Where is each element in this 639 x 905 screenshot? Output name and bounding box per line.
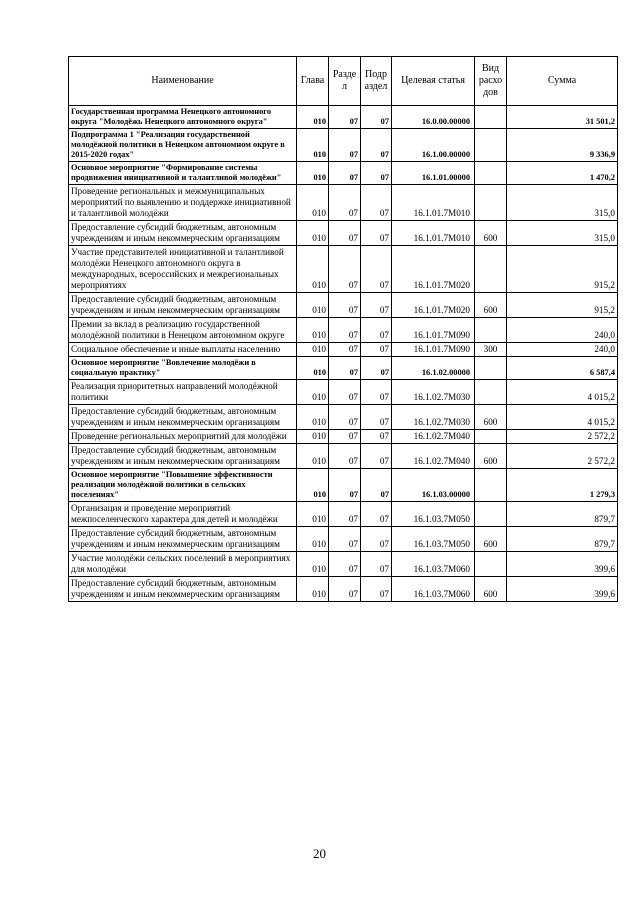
cell-section: 07	[329, 162, 361, 185]
cell-section: 07	[329, 577, 361, 602]
table-row	[69, 343, 618, 357]
table-row	[69, 129, 618, 162]
cell-sum: 4 015,2	[507, 405, 618, 430]
header-subsection: Подр аздел	[361, 57, 392, 106]
cell-subsection: 07	[361, 380, 392, 405]
cell-exptype: 600	[475, 405, 507, 430]
cell-subsection: 07	[361, 430, 392, 444]
cell-sum: 1 470,2	[507, 162, 618, 185]
cell-subsection: 07	[361, 246, 392, 293]
cell-section: 07	[329, 502, 361, 527]
cell-name: Основное мероприятие "Формирование системы продвижения инициативной и талантливой молодёжи"	[69, 162, 297, 185]
cell-target: 16.1.02.00000	[392, 357, 475, 380]
cell-target: 16.0.00.00000	[392, 106, 475, 129]
cell-chapter: 010	[297, 357, 329, 380]
cell-target: 16.1.02.7М040	[392, 430, 475, 444]
table-header-row	[69, 57, 618, 106]
cell-subsection: 07	[361, 444, 392, 469]
cell-target: 16.1.01.7М010	[392, 185, 475, 221]
cell-section: 07	[329, 106, 361, 129]
cell-chapter: 010	[297, 430, 329, 444]
cell-name: Реализация приоритетных направлений молодёжной политики	[69, 380, 297, 405]
table-row	[69, 380, 618, 405]
cell-exptype	[475, 129, 507, 162]
cell-name: Подпрограмма 1 "Реализация государственной молодёжной политики в Ненецком автономном округе в 2015-2020 годах"	[69, 129, 297, 162]
cell-subsection: 07	[361, 129, 392, 162]
cell-exptype	[475, 246, 507, 293]
cell-chapter: 010	[297, 343, 329, 357]
cell-section: 07	[329, 357, 361, 380]
cell-target: 16.1.01.7М020	[392, 293, 475, 318]
cell-name: Участие представителей инициативной и талантливой молодёжи Ненецкого автономного округа в международных, всероссийских и межрегиональных мероприятиях	[69, 246, 297, 293]
cell-chapter: 010	[297, 469, 329, 502]
cell-exptype	[475, 106, 507, 129]
table-row	[69, 502, 618, 527]
cell-exptype	[475, 357, 507, 380]
cell-chapter: 010	[297, 106, 329, 129]
cell-chapter: 010	[297, 502, 329, 527]
cell-subsection: 07	[361, 405, 392, 430]
cell-section: 07	[329, 469, 361, 502]
cell-exptype	[475, 380, 507, 405]
cell-section: 07	[329, 405, 361, 430]
table-row	[69, 106, 618, 129]
cell-sum: 1 279,3	[507, 469, 618, 502]
cell-name: Социальное обеспечение и иные выплаты населению	[69, 343, 297, 357]
cell-subsection: 07	[361, 469, 392, 502]
cell-exptype	[475, 469, 507, 502]
cell-target: 16.1.01.7М010	[392, 221, 475, 246]
header-chapter: Глава	[297, 57, 329, 106]
cell-sum: 399,6	[507, 577, 618, 602]
cell-sum: 4 015,2	[507, 380, 618, 405]
table-row	[69, 318, 618, 343]
cell-sum: 315,0	[507, 185, 618, 221]
cell-subsection: 07	[361, 577, 392, 602]
table-row	[69, 430, 618, 444]
cell-target: 16.1.03.7М060	[392, 577, 475, 602]
cell-subsection: 07	[361, 527, 392, 552]
cell-sum: 240,0	[507, 318, 618, 343]
cell-name: Предоставление субсидий бюджетным, автономным учреждениям и иным некоммерческим организациям	[69, 405, 297, 430]
header-section: Разде л	[329, 57, 361, 106]
cell-sum: 399,6	[507, 552, 618, 577]
header-name: Наименование	[69, 57, 297, 106]
cell-chapter: 010	[297, 527, 329, 552]
header-target: Целевая статья	[392, 57, 475, 106]
cell-sum: 879,7	[507, 527, 618, 552]
cell-section: 07	[329, 129, 361, 162]
table-row	[69, 246, 618, 293]
cell-sum: 6 587,4	[507, 357, 618, 380]
table-row	[69, 552, 618, 577]
cell-name: Предоставление субсидий бюджетным, автономным учреждениям и иным некоммерческим организациям	[69, 444, 297, 469]
cell-name: Предоставление субсидий бюджетным, автономным учреждениям и иным некоммерческим организациям	[69, 293, 297, 318]
cell-exptype	[475, 430, 507, 444]
cell-target: 16.1.00.00000	[392, 129, 475, 162]
cell-section: 07	[329, 221, 361, 246]
cell-name: Государственная программа Ненецкого автономного округа "Молодёжь Ненецкого автономного округа"	[69, 106, 297, 129]
table-row	[69, 405, 618, 430]
cell-name: Организация и проведение мероприятий межпоселенческого характера для детей и молодёжи	[69, 502, 297, 527]
header-exptype: Вид расхо дов	[475, 57, 507, 106]
cell-sum: 240,0	[507, 343, 618, 357]
cell-name: Основное мероприятие "Повышение эффективности реализации молодёжной политики в сельских поселениях"	[69, 469, 297, 502]
cell-sum: 2 572,2	[507, 444, 618, 469]
cell-exptype	[475, 162, 507, 185]
cell-chapter: 010	[297, 221, 329, 246]
cell-chapter: 010	[297, 405, 329, 430]
cell-target: 16.1.02.7М030	[392, 405, 475, 430]
table-row	[69, 469, 618, 502]
cell-name: Предоставление субсидий бюджетным, автономным учреждениям и иным некоммерческим организациям	[69, 221, 297, 246]
cell-exptype: 600	[475, 293, 507, 318]
cell-target: 16.1.02.7М030	[392, 380, 475, 405]
cell-name: Предоставление субсидий бюджетным, автономным учреждениям и иным некоммерческим организациям	[69, 527, 297, 552]
cell-sum: 915,2	[507, 246, 618, 293]
cell-exptype	[475, 318, 507, 343]
cell-subsection: 07	[361, 185, 392, 221]
cell-name: Участие молодёжи сельских поселений в мероприятиях для молодёжи	[69, 552, 297, 577]
cell-chapter: 010	[297, 444, 329, 469]
cell-section: 07	[329, 380, 361, 405]
cell-section: 07	[329, 444, 361, 469]
cell-section: 07	[329, 430, 361, 444]
table-row	[69, 162, 618, 185]
cell-section: 07	[329, 343, 361, 357]
cell-exptype: 600	[475, 221, 507, 246]
cell-subsection: 07	[361, 221, 392, 246]
page-number: 20	[313, 846, 326, 861]
cell-sum: 9 336,9	[507, 129, 618, 162]
cell-chapter: 010	[297, 577, 329, 602]
cell-sum: 879,7	[507, 502, 618, 527]
cell-chapter: 010	[297, 293, 329, 318]
cell-subsection: 07	[361, 343, 392, 357]
table-row	[69, 357, 618, 380]
cell-section: 07	[329, 552, 361, 577]
cell-name: Основное мероприятие "Вовлечение молодёжи в социальную практику"	[69, 357, 297, 380]
cell-name: Премии за вклад в реализацию государственной молодёжной политики в Ненецком автономном округе	[69, 318, 297, 343]
cell-exptype: 600	[475, 577, 507, 602]
cell-subsection: 07	[361, 552, 392, 577]
cell-target: 16.1.01.00000	[392, 162, 475, 185]
cell-exptype	[475, 502, 507, 527]
cell-chapter: 010	[297, 380, 329, 405]
cell-section: 07	[329, 185, 361, 221]
table-row	[69, 527, 618, 552]
table-body	[69, 106, 618, 602]
cell-subsection: 07	[361, 502, 392, 527]
cell-section: 07	[329, 527, 361, 552]
cell-exptype: 300	[475, 343, 507, 357]
cell-chapter: 010	[297, 552, 329, 577]
cell-exptype: 600	[475, 527, 507, 552]
cell-subsection: 07	[361, 318, 392, 343]
table-row	[69, 444, 618, 469]
cell-name: Проведение региональных мероприятий для молодёжи	[69, 430, 297, 444]
cell-subsection: 07	[361, 293, 392, 318]
cell-chapter: 010	[297, 129, 329, 162]
cell-chapter: 010	[297, 162, 329, 185]
cell-name: Предоставление субсидий бюджетным, автономным учреждениям и иным некоммерческим организациям	[69, 577, 297, 602]
cell-target: 16.1.03.7М060	[392, 552, 475, 577]
cell-target: 16.1.02.7М040	[392, 444, 475, 469]
table-row	[69, 221, 618, 246]
cell-chapter: 010	[297, 185, 329, 221]
cell-subsection: 07	[361, 106, 392, 129]
cell-section: 07	[329, 246, 361, 293]
cell-chapter: 010	[297, 246, 329, 293]
cell-sum: 31 501,2	[507, 106, 618, 129]
cell-target: 16.1.01.7М020	[392, 246, 475, 293]
cell-chapter: 010	[297, 318, 329, 343]
cell-section: 07	[329, 318, 361, 343]
cell-sum: 915,2	[507, 293, 618, 318]
cell-sum: 2 572,2	[507, 430, 618, 444]
cell-subsection: 07	[361, 357, 392, 380]
budget-table	[68, 56, 618, 602]
cell-subsection: 07	[361, 162, 392, 185]
cell-target: 16.1.03.7М050	[392, 502, 475, 527]
cell-exptype	[475, 552, 507, 577]
header-sum: Сумма	[507, 57, 618, 106]
cell-name: Проведение региональных и межмуниципальных мероприятий по выявлению и поддержке инициативной и талантливой молодёжи	[69, 185, 297, 221]
table-row	[69, 185, 618, 221]
table-row	[69, 577, 618, 602]
cell-section: 07	[329, 293, 361, 318]
cell-target: 16.1.03.7М050	[392, 527, 475, 552]
cell-target: 16.1.01.7М090	[392, 318, 475, 343]
cell-exptype: 600	[475, 444, 507, 469]
cell-target: 16.1.03.00000	[392, 469, 475, 502]
cell-sum: 315,0	[507, 221, 618, 246]
cell-exptype	[475, 185, 507, 221]
cell-target: 16.1.01.7М090	[392, 343, 475, 357]
table-row	[69, 293, 618, 318]
